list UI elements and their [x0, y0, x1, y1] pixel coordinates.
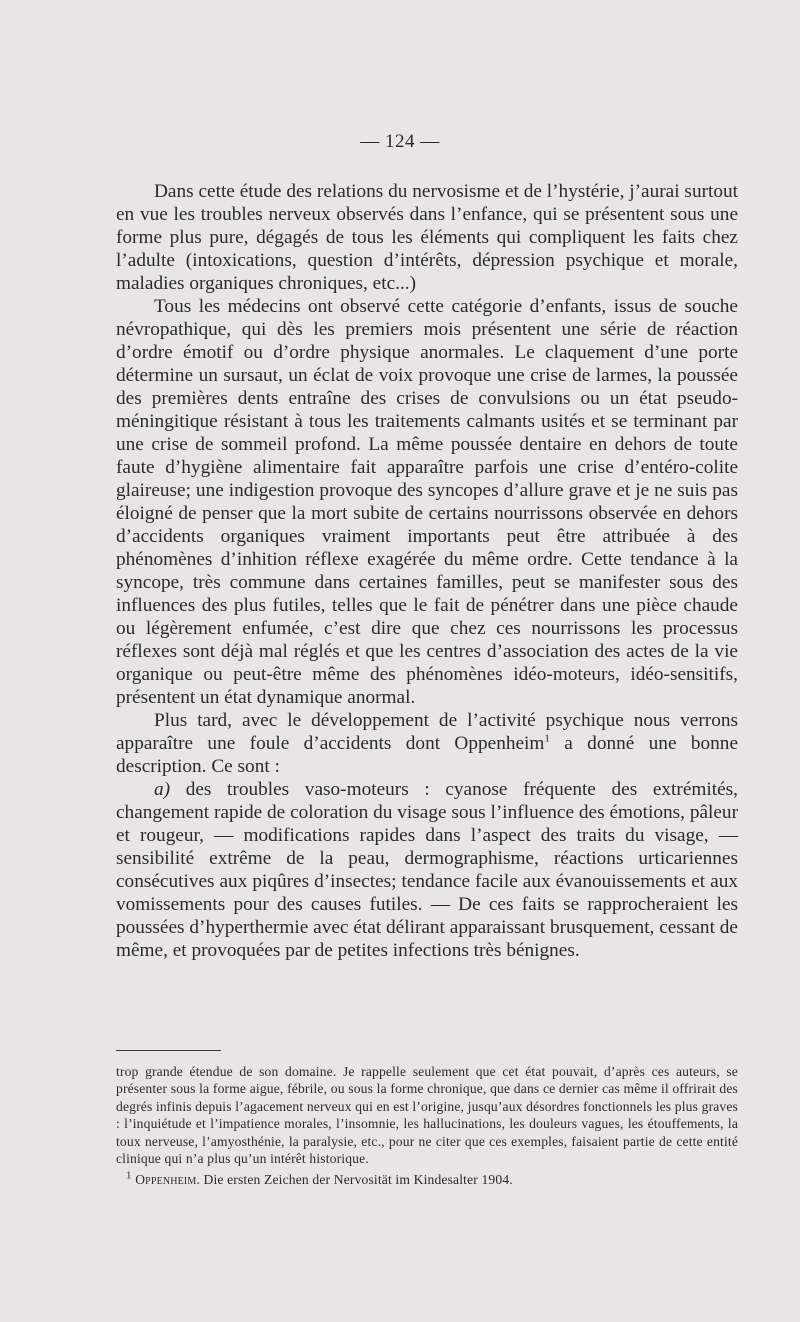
footnote-1 — [116, 1171, 738, 1188]
main-text — [116, 180, 738, 962]
paragraph-item-a — [116, 778, 738, 962]
paragraph-plus-tard-end: a donné une bonne description. Ce sont : — [116, 733, 738, 777]
item-a-text: des troubles vaso-moteurs : cyanose fréquente des extrémités, changement rapide de coloration du visage sous l’influence des émotions, pâleur et rougeur, — modifications rapides dans l’aspect des traits du visage, — sensibilité extrême de la peau, dermographisme, réactions urticariennes consécutives aux piqûres d’insectes; tendance facile aux évanouissements et aux vomissements pour des causes futiles. — De ces faits se rapprocheraient les poussées d’hyperthermie avec état délirant apparaissant brusquement, cessant de même, et provoquées par de petites infections très bénignes. — [116, 779, 738, 961]
paragraph-plus-tard — [116, 709, 738, 778]
footnote-divider — [116, 1050, 221, 1051]
footnote-1-marker: 1 — [126, 1169, 132, 1182]
footnote-continuation: trop grande étendue de son domaine. Je rappelle seulement que cet état pouvait, d’après ces auteurs, se présenter sous la forme aigue, fébrile, ou sous la forme chronique, que dans ce dernier cas même il offrirait des degrés infinis depuis l’agacement nerveux qui en est l’origine, jusqu’aux désordres fonctionnels les plus graves : l’inquiétude et l’impatience morales, l’insomnie, les hallucinations, les douleurs vagues, les étouffements, la toux nerveuse, l’amyosthénie, la paralysie, etc., pour ne citer que ces exemples, faisaient partie de cette entité clinique qui n’a plus qu’un intérêt historique. — [116, 1064, 738, 1167]
footnote-reference: 1 — [544, 732, 550, 745]
paragraph-intro: Dans cette étude des relations du nervosisme et de l’hystérie, j’aurai surtout en vue les troubles nerveux observés dans l’enfance, qui se présentent sous une forme plus pure, dégagés de tous les éléments qui compliquent les faits chez l’adulte (intoxications, question d’intérêts, dépression psychique et morale, maladies organiques chroniques, etc...) — [116, 181, 738, 294]
page-number: — 124 — — [360, 131, 440, 152]
footnotes — [116, 1063, 738, 1189]
item-label: a) — [154, 779, 171, 800]
paragraph-medecins: Tous les médecins ont observé cette catégorie d’enfants, issus de souche névropathique, qui dès les premiers mois présentent une série de réaction d’ordre émotif ou d’ordre physique anormales. Le claquement d’une porte détermine un sursaut, un éclat de voix provoque une crise de larmes, la poussée des premières dents entraîne des crises de convulsions ou un état pseudo-méningitique résistant à tous les traitements calmants usités et se terminant par une crise de sommeil profond. La même poussée dentaire en dehors de toute faute d’hygiène alimentaire fait apparaître parfois une crise d’entéro-colite glaireuse; une indigestion provoque des syncopes d’allure grave et je ne suis pas éloigné de penser que la mort subite de certains nourrissons observée en dehors d’accidents organiques vraiment importants peut être attribuée à des phénomènes d’inhition réflexe exagérée du même ordre. Cette tendance à la syncope, très commune dans certaines familles, peut se manifester sous des influences des plus futiles, telles que le fait de pénétrer dans une pièce chaude ou légèrement enfumée, c’est dire que chez ces nourrissons les processus réflexes sont déjà mal réglés et que les centres d’association des actes de la vie organique ou peut-être même des phénomènes idéo-moteurs, idéo-sensitifs, présentent un état dynamique anormal. — [116, 296, 738, 708]
paragraph-plus-tard-text: Plus tard, avec le développement de l’activité psychique nous verrons apparaître une foule d’accidents dont Oppenheim — [116, 710, 738, 754]
footnote-1-text: . Die ersten Zeichen der Nervosität im Kindesalter 1904. — [196, 1172, 513, 1188]
footnote-1-author: Oppenheim — [135, 1172, 197, 1188]
